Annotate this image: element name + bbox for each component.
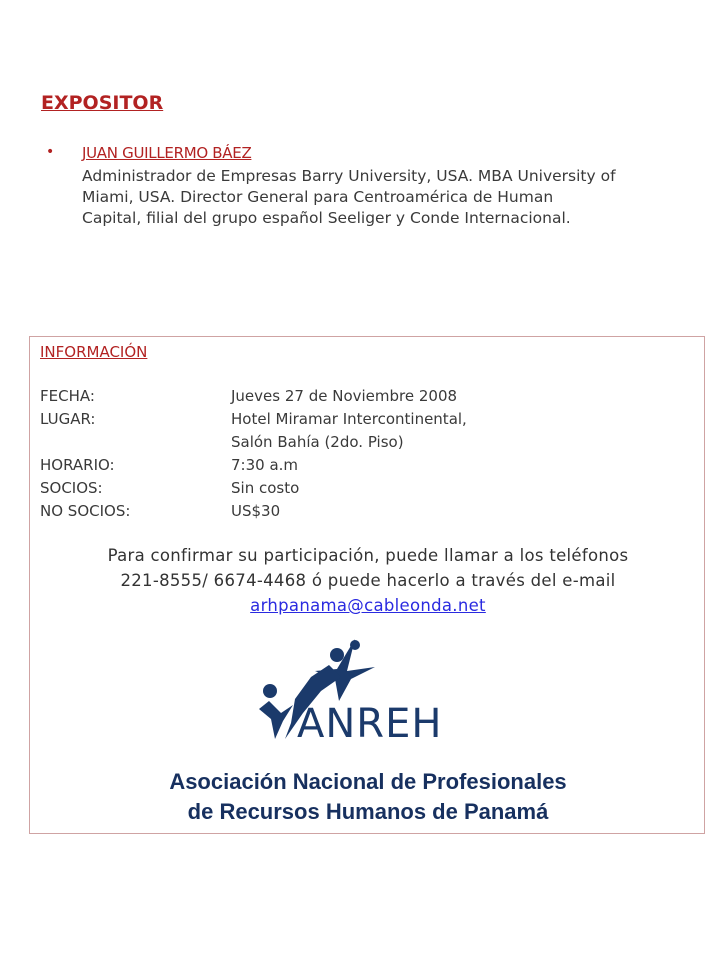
- information-box: [29, 336, 705, 834]
- information-heading: INFORMACIÓN: [40, 343, 148, 361]
- confirmation-line: Para confirmar su participación, puede llamar a los teléfonos: [107, 546, 629, 565]
- info-label: NO SOCIOS:: [40, 502, 131, 520]
- info-label: HORARIO:: [40, 456, 115, 474]
- info-value: US$30: [231, 502, 281, 520]
- info-value: 7:30 a.m: [231, 456, 299, 474]
- organization-name-line: de Recursos Humanos de Panamá: [187, 799, 549, 824]
- speaker-description-line: Administrador de Empresas Barry University, USA. MBA University of: [82, 167, 616, 185]
- info-value: Hotel Miramar Intercontinental,: [231, 410, 467, 428]
- logo-text: ANREH: [297, 701, 443, 747]
- confirmation-line: 221-8555/ 6674-4468 ó puede hacerlo a través del e-mail: [120, 571, 616, 590]
- info-label: LUGAR:: [40, 410, 96, 428]
- confirmation-text: [30, 543, 706, 618]
- info-value: Salón Bahía (2do. Piso): [231, 433, 404, 451]
- anreh-logo: [255, 639, 455, 749]
- expositor-heading: EXPOSITOR: [41, 92, 164, 114]
- bullet-icon: •: [46, 144, 55, 160]
- organization-name: [30, 767, 706, 827]
- speaker-name: JUAN GUILLERMO BÁEZ: [82, 144, 252, 162]
- info-value: Jueves 27 de Noviembre 2008: [231, 387, 458, 405]
- speaker-description-line: Miami, USA. Director General para Centroamérica de Human: [82, 188, 554, 206]
- info-label: FECHA:: [40, 387, 95, 405]
- info-value: Sin costo: [231, 479, 300, 497]
- info-label: SOCIOS:: [40, 479, 103, 497]
- speaker-description: [82, 166, 682, 229]
- email-link[interactable]: arhpanama@cableonda.net: [250, 596, 486, 615]
- organization-name-line: Asociación Nacional de Profesionales: [169, 769, 567, 794]
- speaker-description-line: Capital, filial del grupo español Seeliger y Conde Internacional.: [82, 209, 571, 227]
